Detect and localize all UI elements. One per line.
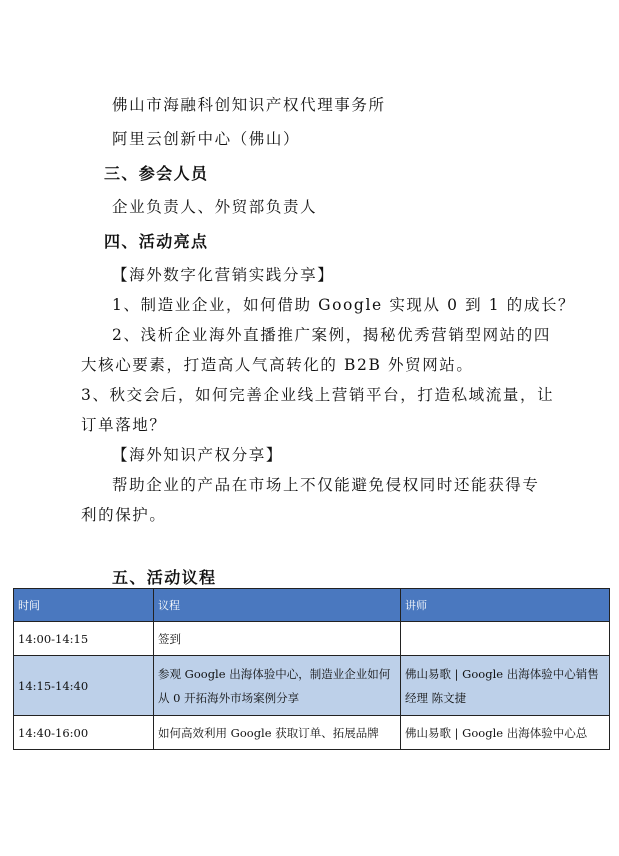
row-3-time: 14:40-16:00 [14,716,154,750]
row-1-speaker [401,622,610,656]
table-row [14,622,610,656]
agenda-table [13,588,610,750]
row-2-speaker: 佛山易歌 | Google 出海体验中心销售经理 陈文捷 [401,656,610,716]
organizer-1: 佛山市海融科创知识产权代理事务所 [112,96,386,114]
highlight-2-line-2: 大核心要素，打造高人气高转化的 B2B 外贸网站。 [81,356,474,374]
row-2-agenda: 参观 Google 出海体验中心，制造业企业如何从 0 开拓海外市场案例分享 [154,656,401,716]
row-1-time: 14:00-14:15 [14,622,154,656]
row-3-speaker: 佛山易歌 | Google 出海体验中心总 [401,716,610,750]
header-time: 时间 [14,589,154,622]
ip-text-line-2: 利的保护。 [81,506,167,524]
agenda-header-row [14,589,610,622]
ip-text-line-1: 帮助企业的产品在市场上不仅能避免侵权同时还能获得专 [112,476,540,494]
attendees-text: 企业负责人、外贸部负责人 [112,198,318,216]
row-3-agenda: 如何高效利用 Google 获取订单、拓展品牌 [154,716,401,750]
highlight-3-line-1: 3、秋交会后，如何完善企业线上营销平台，打造私域流量，让 [81,386,555,404]
header-speaker: 讲师 [401,589,610,622]
table-row [14,656,610,716]
highlight-3-line-2: 订单落地？ [81,416,167,434]
table-row [14,716,610,750]
topic-ip: 【海外知识产权分享】 [112,446,284,464]
section-5-heading: 五、活动议程 [112,568,217,587]
header-agenda: 议程 [154,589,401,622]
section-4-heading: 四、活动亮点 [104,232,209,251]
highlight-2-line-1: 2、浅析企业海外直播推广案例，揭秘优秀营销型网站的四 [112,326,551,344]
section-3-heading: 三、参会人员 [104,164,209,183]
highlight-1: 1、制造业企业，如何借助 Google 实现从 0 到 1 的成长？ [112,296,576,314]
topic-digital-marketing: 【海外数字化营销实践分享】 [112,266,335,284]
row-2-time: 14:15-14:40 [14,656,154,716]
organizer-2: 阿里云创新中心（佛山） [112,130,301,148]
row-1-agenda: 签到 [154,622,401,656]
